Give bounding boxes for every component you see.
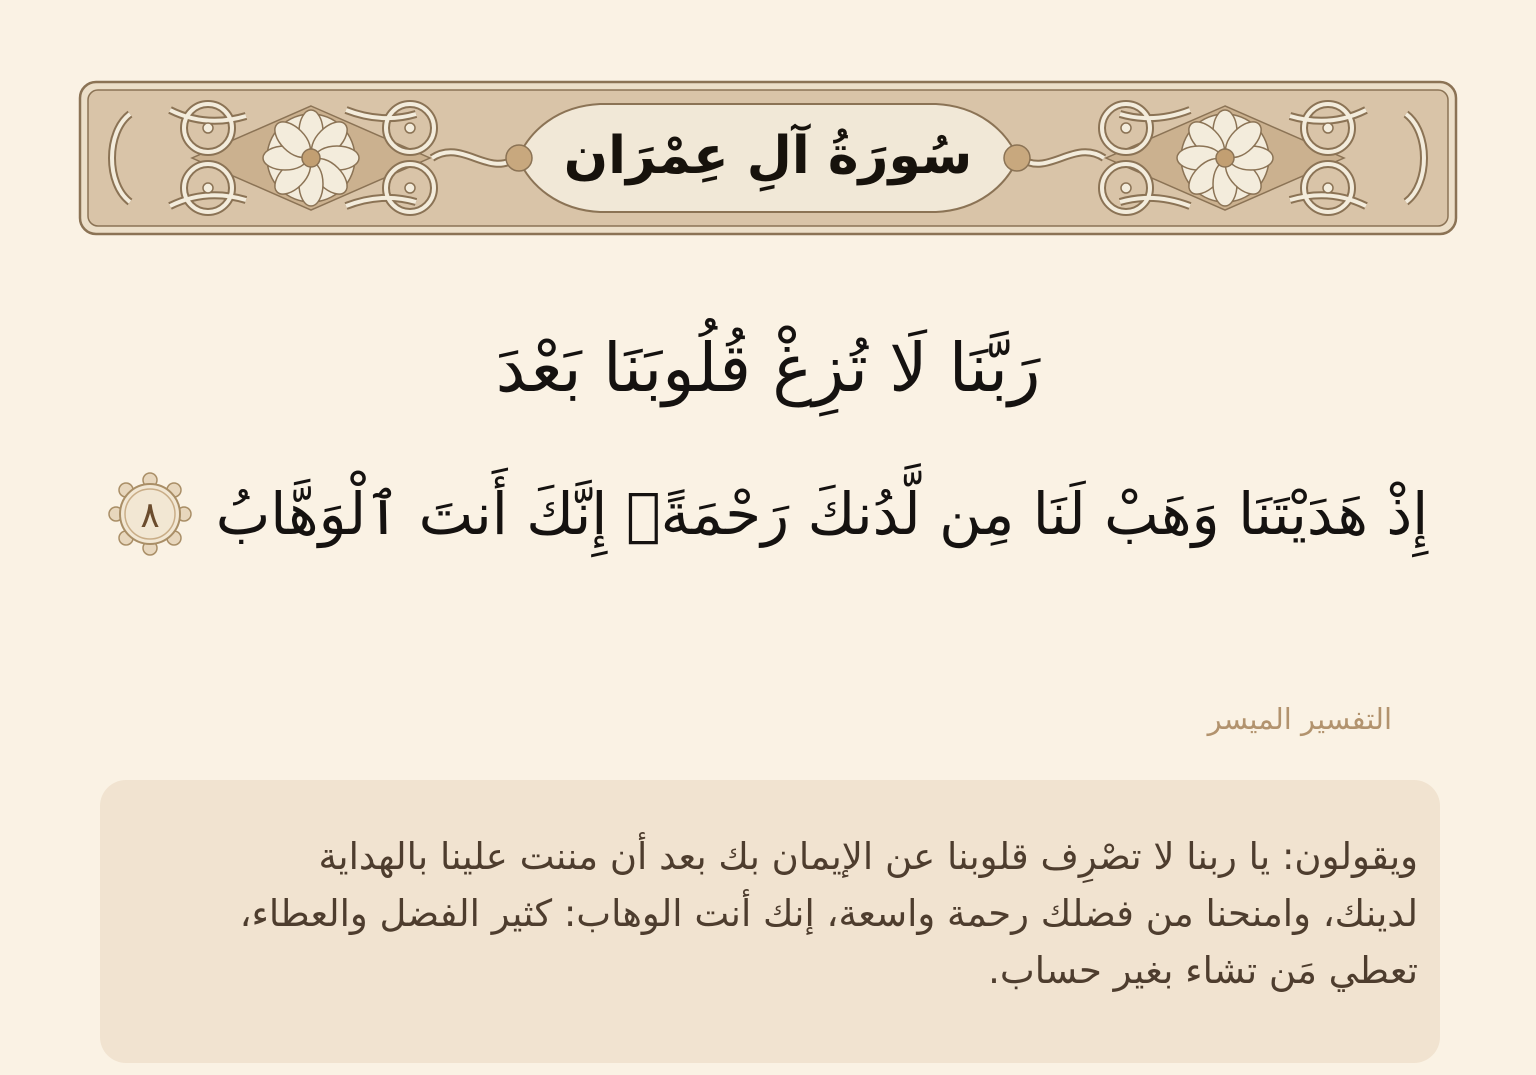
tafsir-line: تعطي مَن تشاء بغير حساب. [988,949,1418,992]
tafsir-line: ويقولون: يا ربنا لا تصْرِف قلوبنا عن الإيمان بك بعد أن مننت علينا بالهداية [318,835,1418,878]
tafsir-box [100,780,1440,1063]
tafsir-line: لدينك، وامنحنا من فضلك رحمة واسعة، إنك أنت الوهاب: كثير الفضل والعطاء، [239,892,1418,935]
verse-line-2 [0,471,1536,558]
ayah-number-medallion-icon [108,472,192,556]
surah-header-band [78,80,1458,236]
tafsir-source-label: التفسير الميسر [1207,702,1392,736]
verse-line-1: رَبَّنَا لَا تُزِغْ قُلُوبَنَا بَعْدَ [495,329,1041,407]
surah-title: سُورَةُ آلِ عِمْرَان [563,126,973,186]
verse-line-2-text: إِذْ هَدَيْتَنَا وَهَبْ لَنَا مِن لَّدُنكَ رَحْمَةًۚ إِنَّكَ أَنتَ ٱلْوَهَّابُ [215,479,1429,548]
verse-block [0,318,1536,558]
ayah-number: ٨ [140,495,160,536]
